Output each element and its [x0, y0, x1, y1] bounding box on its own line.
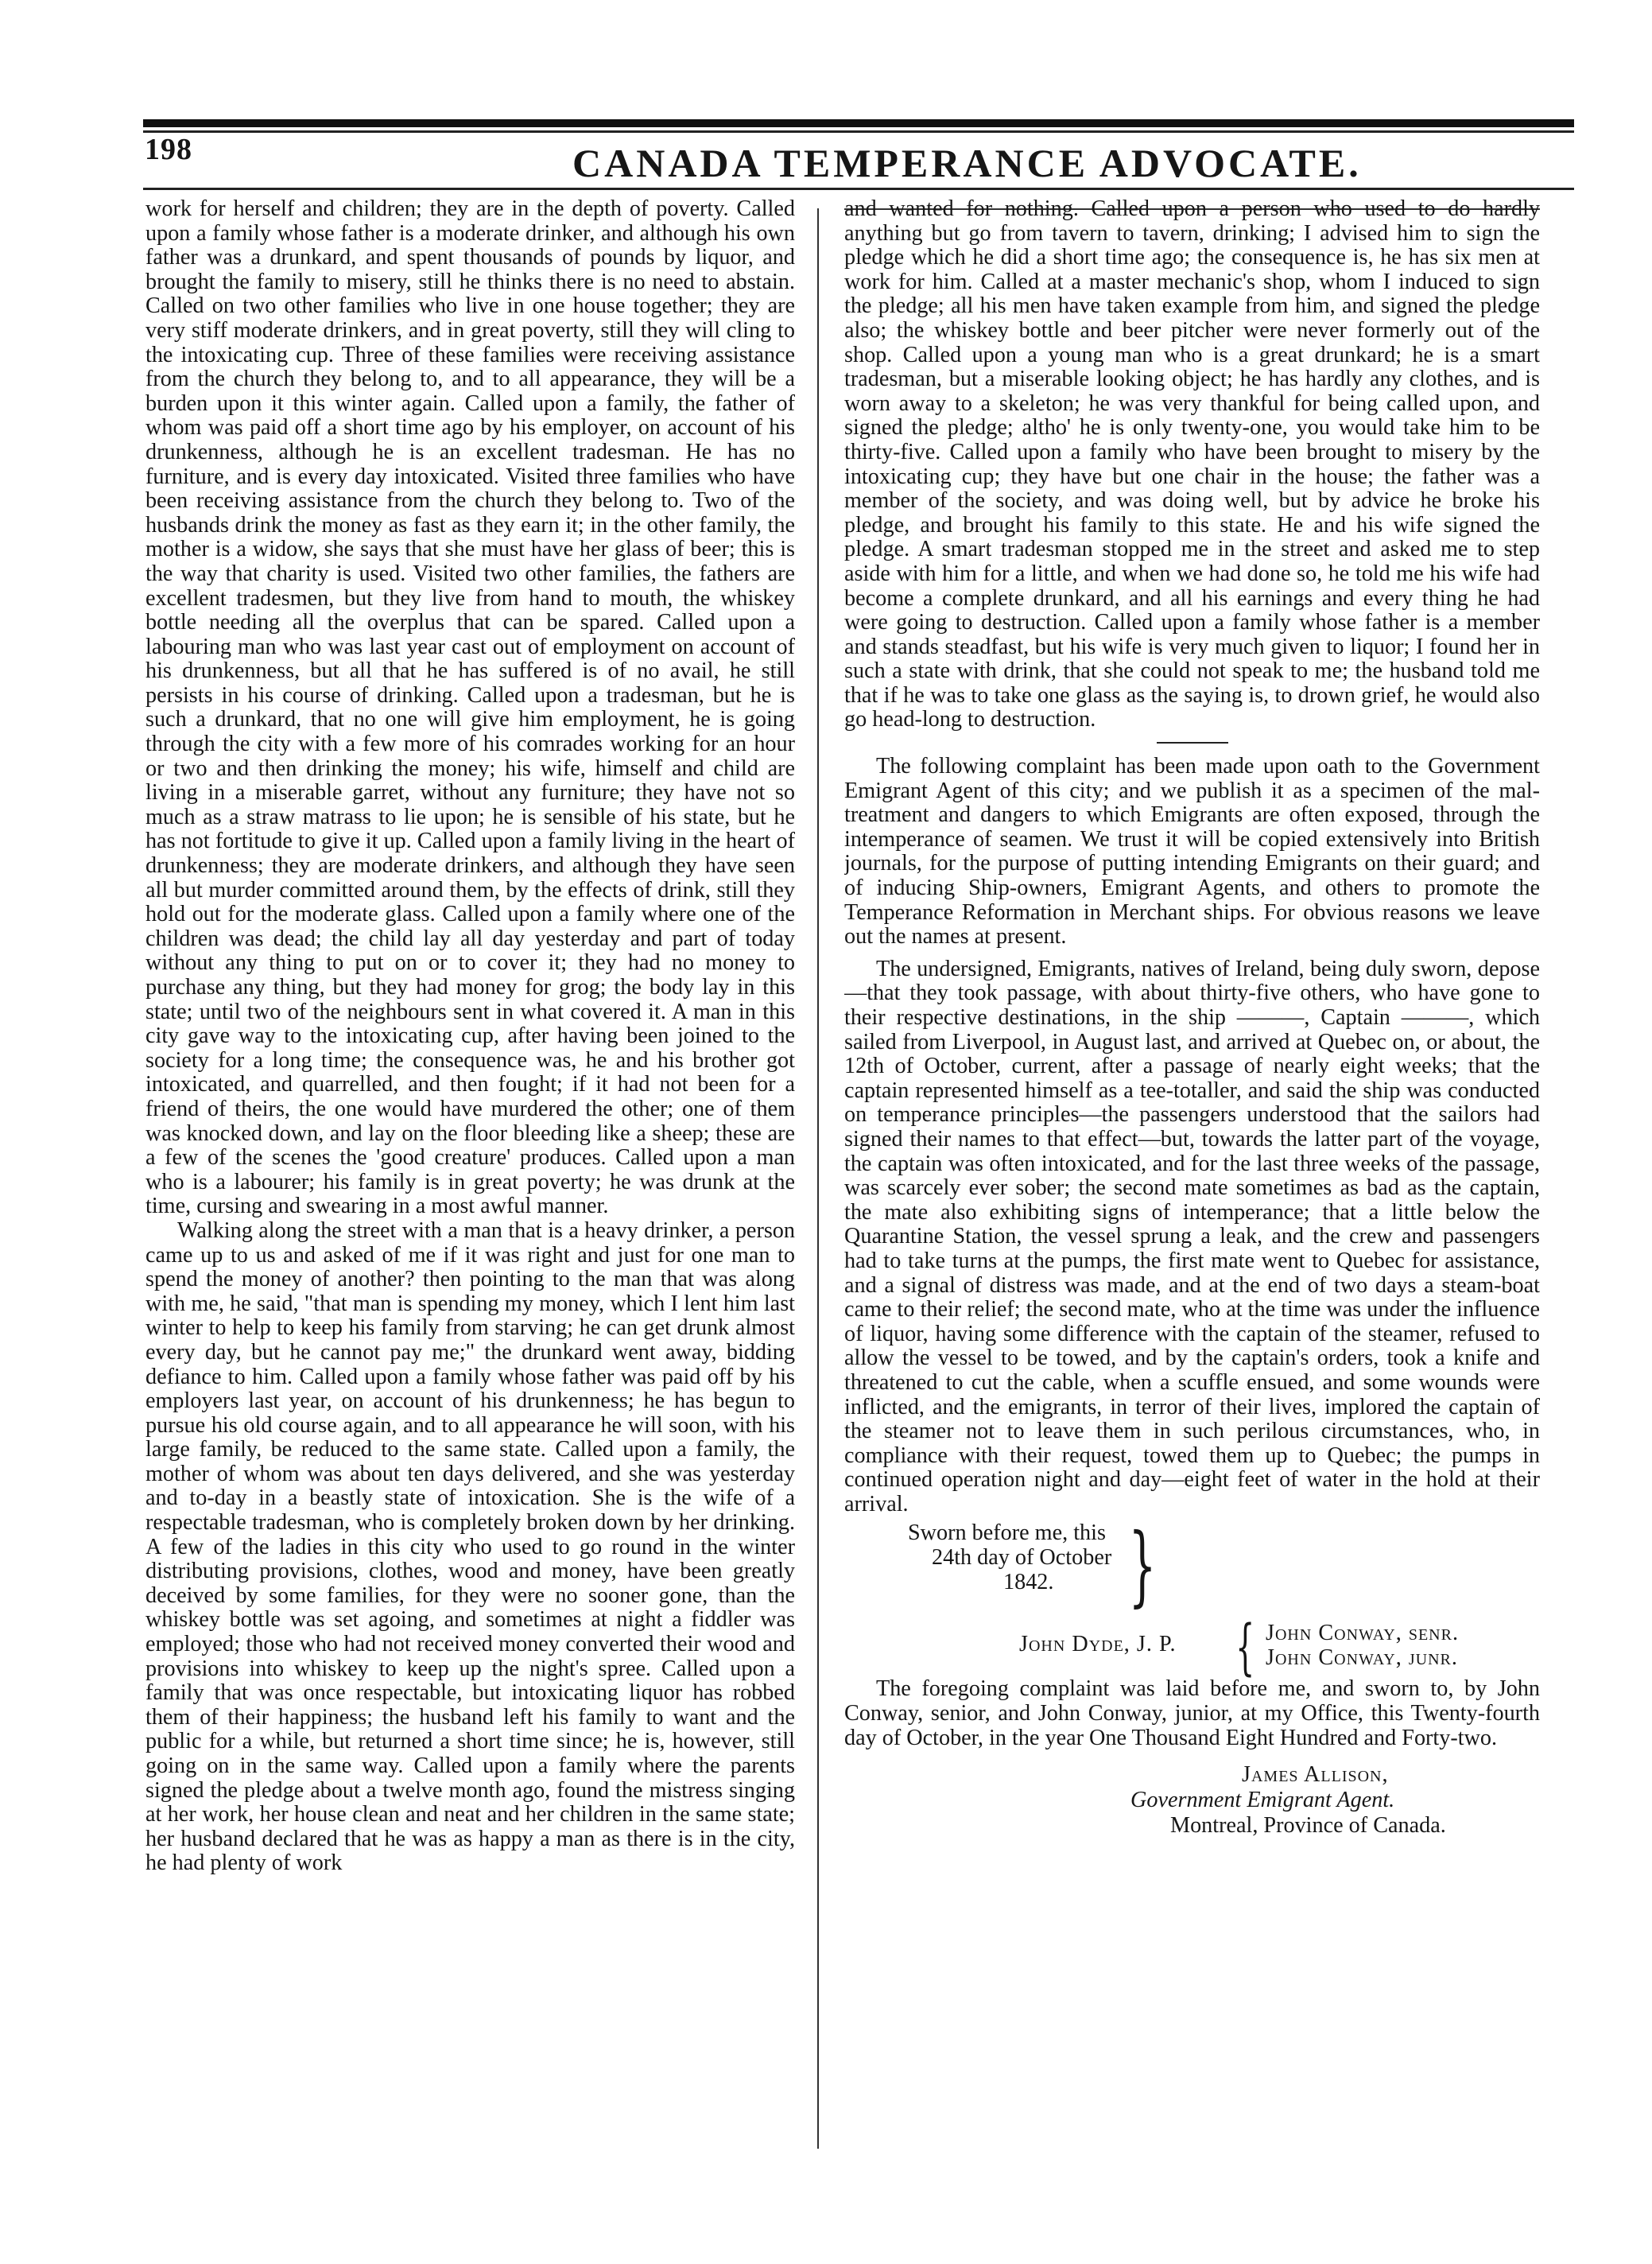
complaint-intro: The following complaint has been made upon oath to the Government Emigrant Agent of this city; and we publish it as a specimen of the mal-treatment and dangers to which Emigrants are often exposed, through the intemperance of seamen. We trust it will be copied extensively into British journals, for the purpose of putting intending Emigrants on their guard; and of inducing Ship-owners, Emigrant Agents, and others to promote the Temperance Reformation in Merchant ships. For obvious reasons we leave out the names at present. — [844, 754, 1540, 949]
signer-list — [1266, 1621, 1459, 1670]
right-paragraph-1: and wanted for nothing. Called upon a person who used to do hardly anything but go from tavern to tavern, drinking; I advised him to sign the pledge which he did a short time ago; the consequence is, he has six men at work for him. Called at a master mechanic's shop, whom I induced to sign the pledge; all his men have taken example from him, and signed the pledge also; the whiskey bottle and beer pitcher were never formerly out of the shop. Called upon a young man who is a great drunkard; he is a smart tradesman, but a miserable looking object; he has hardly any clothes, and is worn away to a skeleton; he was very thankful for being called upon, and signed the pledge; altho' he is only twenty-one, you would take him to be thirty-five. Called upon a family who have been brought to misery by the intoxicating cup; they have but one chair in the house; the father was a member of the society, and was doing well, but by advice he broke his pledge, and brought his family to this state. He and his wife signed the pledge. A smart tradesman stopped me in the street and asked me to step aside with him for a little, and when we had done so, he told me his wife had become a complete drunkard, and all his earnings and every thing he had were going to destruction. Called upon a family whose father is a member and stands steadfast, but his wife is very much given to liquor; I found her in such a state with drink, that she could not speak to me; the husband told me that if he was to take one glass as the saying is, to drown grief, he would also go head-long to destruction. — [844, 197, 1540, 732]
complaint-deposition: The undersigned, Emigrants, natives of Ireland, being duly sworn, depose—that they took passage, with about thirty-five others, who have gone to their respective destinations, in the ship ———, Captain ———, which sailed from Liverpool, in August last, and arrived at Quebec on, or about, the 12th of October, current, after a passage of nearly eight weeks; that the captain represented himself as a tee-totaller, and said the ship was conducted on temperance principles—the passengers understood that the sailors had signed their names to that effect—but, towards the latter part of the voyage, the captain was often intoxicated, and for the last three weeks of the passage, was scarcely ever sober; the second mate sometimes as bad as the captain, the mate also exhibiting signs of intemperance; that a little below the Quarantine Station, the vessel sprung a leak, and the crew and passengers had to take turns at the pumps, the first mate went to Quebec for assistance, and a signal of distress was made, and at the end of two days a steam-boat came to their relief; the second mate, who at the time was under the influence of liquor, having some difference with the captain of the steamer, refused to allow the vessel to be towed, and by the captain's orders, took a knife and threatened to cut the cable, when a scuffle ensued, and some wounds were inflicted, and the emigrants, in terror of their lives, implored the captain of the steamer not to leave them in such perilous circumstances, who, in compliance with their request, towed them up to Quebec; the pumps in continued operation night and day—eight feet of water in the hold at their arrival. — [844, 956, 1540, 1516]
right-column — [844, 197, 1540, 2193]
left-paragraph-1: work for herself and children; they are in the depth of poverty. Called upon a family whose father is a moderate drinker, and although his own father was a drunkard, and spent thousands of pounds by liquor, and brought the family to misery, still he thinks there is no need to abstain. Called on two other families who live in one house together; they are very stiff moderate drinkers, and in great poverty, still they will cling to the intoxicating cup. Three of these families were receiving assistance from the church they belong to, and to all appearance, they will be a burden upon it this winter again. Called upon a family, the father of whom was paid off a short time ago by his employer, on account of his drunkenness, although he is an excellent tradesman. He has no furniture, and is every day intoxicated. Visited three families who have been receiving assistance from the church they belong to. Two of the husbands drink the money as fast as they earn it; in the other family, the mother is a widow, she says that she must have her glass of beer; this is the way that charity is used. Visited two other families, the fathers are excellent tradesmen, but they live from hand to mouth, the whiskey bottle needing all the overplus that can be spared. Called upon a labouring man who was last year cast out of employment on account of his drunkenness, but all that he has suffered is of no avail, he still persists in his course of drinking. Called upon a tradesman, but he is such a drunkard, that no one will give him employment, he is going through the city with a few more of his comrades working for an hour or two and then drinking the money; his wife, himself and child are living in a miserable garret, without any furniture; they have not so much as a straw matrass to lie upon; he is sensible of his state, but he has not fortitude to give it up. Called upon a family living in the heart of drunkenness; they are moderate drinkers, and although they have seen all but murder committed around them, by the effects of drink, still they hold out for the moderate glass. Called upon a family where one of the children was dead; the child lay all day yesterday and part of today without any thing to put on or to cover it; they had no money to purchase any thing, but they had money for grog; the body lay in this state; until two of the neighbours sent in what covered it. A man in this city gave way to the intoxicating cup, after having been joined to the society for a long time; the consequence was, he and his brother got intoxicated, and quarrelled, and then fought; if it had not been for a friend of theirs, the one would have murdered the other; one of them was knocked down, and lay on the floor bleeding like a sheep; these are a few of the scenes the 'good creature' produces. Called upon a man who is a labourer; his family is in great poverty; he was drunk at the time, cursing and swearing in a most awful manner. — [145, 197, 795, 1219]
sworn-line-2: 24th day of October — [932, 1545, 1112, 1571]
column-divider — [817, 208, 819, 2149]
justice-name: John Dyde, J. P. — [1019, 1632, 1177, 1657]
signature-block — [844, 1763, 1540, 1850]
signer-name: John Conway, junr. — [1266, 1645, 1458, 1671]
attestation-text: The foregoing complaint was laid before me, and sworn to, by John Conway, senior, and John Conway, junior, at my Office, this Twenty-fourth day of October, in the year One Thousand Eight Hundred and Forty-two. — [844, 1676, 1540, 1750]
brace-glyph: { — [1235, 1611, 1255, 1683]
left-column — [145, 197, 795, 2177]
masthead-title: CANADA TEMPERANCE ADVOCATE. — [572, 141, 1362, 185]
masthead-rule — [143, 188, 1574, 190]
signature-title: Government Emigrant Agent. — [1130, 1788, 1395, 1813]
signature-name: James Allison, — [1242, 1762, 1389, 1788]
top-rule — [143, 119, 1574, 127]
top-rule-thin — [143, 130, 1574, 133]
signer-name: John Conway, senr. — [1266, 1621, 1460, 1646]
sworn-block — [844, 1514, 1540, 1617]
left-paragraph-2: Walking along the street with a man that is a heavy drinker, a person came up to us and asked of me if it was right and just for one man to spend the money of another? then pointing to the man that was along with me, he said, "that man is spending my money, which I lent him last winter to help to keep his family from starving; he can get drunk almost every day, but he cannot pay me;" the drunkard went away, bidding defiance to him. Called upon a family whose father was paid off by his employers last year, on account of his drunkenness; he has begun to pursue his old course again, and to all appearance he will soon, with his large family, be reduced to the same state. Called upon a family, the mother of whom was about ten days delivered, and she was yesterday and to-day in a beastly state of intoxication. She is the wife of a respectable tradesman, who is completely broken down by her drinking. A few of the ladies in this city who used to go round in the winter distributing provisions, clothes, wood and money, have been greatly deceived by some families, for they were no sooner gone, than the whiskey bottle was set agoing, and sometimes at night a fiddler was employed; those who had not received money converted their wood and provisions into whiskey to keep up the night's spree. Called upon a family that was once respectable, but intoxicating liquor has robbed them of their happiness; the husband left his family to want and the public for a while, but returned a short time since; he is, however, still going on in the same way. Called upon a family where the parents signed the pledge about a twelve month ago, found the mistress singing at her work, her house clean and neat and her children in the same state; her husband declared that he was as happy a man as there is in the city, he had plenty of work — [145, 1217, 795, 1876]
sworn-line-1: Sworn before me, this — [908, 1520, 1106, 1546]
brace-glyph: } — [1128, 1514, 1157, 1617]
section-separator — [1157, 742, 1228, 744]
sworn-line-3: 1842. — [1003, 1569, 1054, 1594]
page-number: 198 — [145, 133, 192, 166]
signature-place: Montreal, Province of Canada. — [1170, 1813, 1446, 1839]
signers-block — [844, 1611, 1540, 1683]
